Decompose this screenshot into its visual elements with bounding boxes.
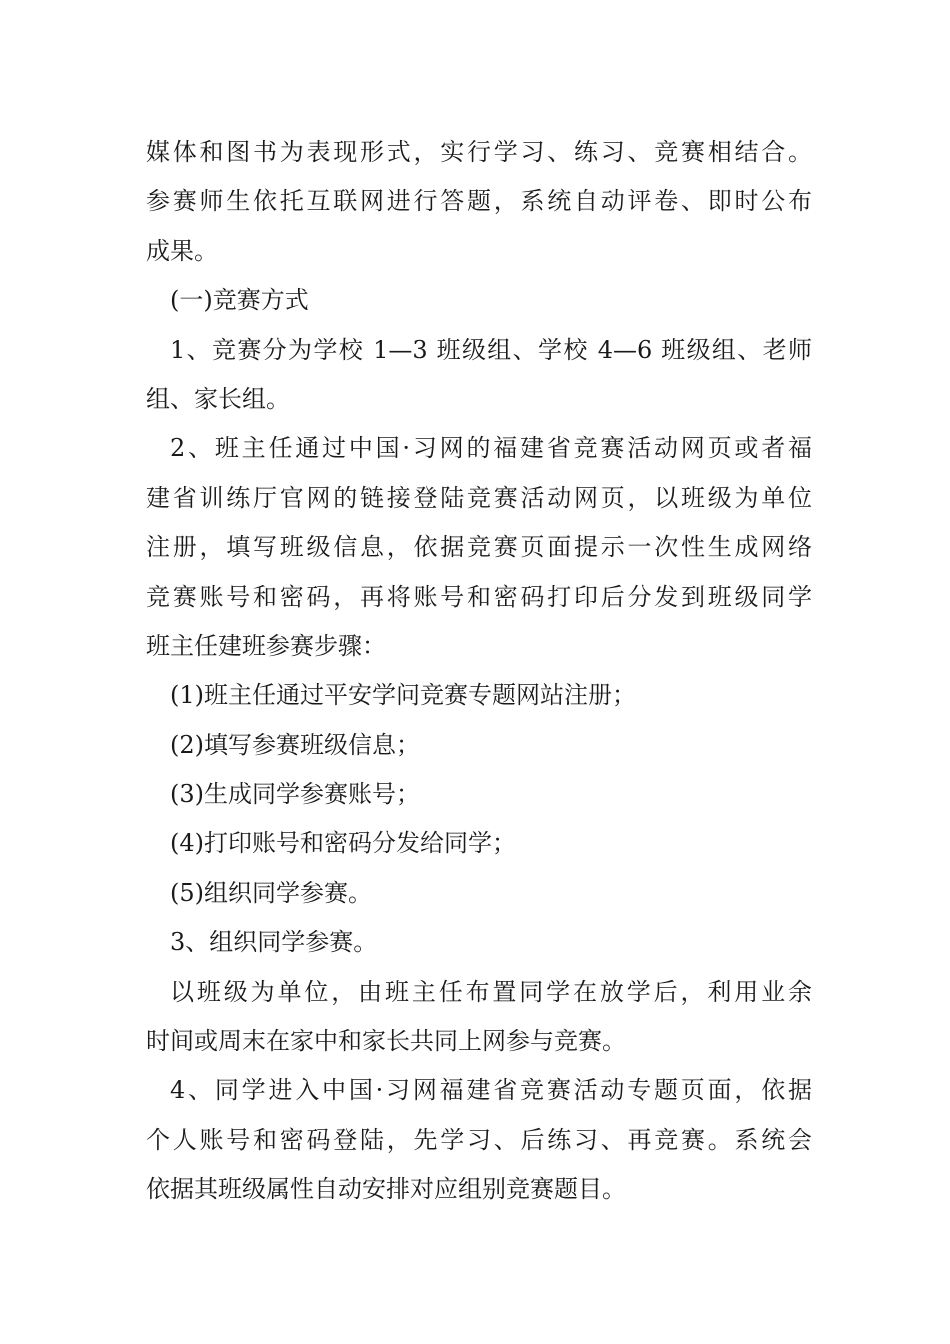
list-item: 1、竞赛分为学校 1—3 班级组、学校 4—6 班级组、老师 (170, 335, 812, 364)
step-item: (3)生成同学参赛账号； (170, 780, 420, 809)
body-line: 个人账号和密码登陆，先学习、后练习、再竞赛。系统会 (146, 1125, 812, 1154)
body-line: 参赛师生依托互联网进行答题，系统自动评卷、即时公布 (146, 187, 812, 216)
body-line: 以班级为单位，由班主任布置同学在放学后，利用业余 (170, 977, 812, 1006)
body-line: 依据其班级属性自动安排对应组别竞赛题目。 (146, 1175, 626, 1204)
step-item: (5)组织同学参赛。 (170, 878, 372, 907)
step-item: (4)打印账号和密码分发给同学； (170, 829, 516, 858)
step-item: (2)填写参赛班级信息； (170, 730, 420, 759)
step-item: (1)班主任通过平安学问竞赛专题网站注册； (170, 681, 636, 710)
list-item: 4、同学进入中国·习网福建省竞赛活动专题页面，依据 (170, 1076, 812, 1105)
body-line: 注册，填写班级信息，依据竞赛页面提示一次性生成网络 (146, 533, 812, 562)
document-body (146, 128, 812, 1215)
body-line: 班主任建班参赛步骤： (146, 631, 386, 660)
list-item: 2、班主任通过中国·习网的福建省竞赛活动网页或者福 (170, 434, 812, 463)
body-line: 媒体和图书为表现形式，实行学习、练习、竞赛相结合。 (146, 138, 812, 166)
body-line: 竞赛账号和密码，再将账号和密码打印后分发到班级同学 (146, 582, 812, 611)
body-line: 成果。 (146, 236, 218, 265)
body-line: 建省训练厅官网的链接登陆竞赛活动网页，以班级为单位 (146, 483, 812, 512)
section-heading: (一)竞赛方式 (170, 286, 309, 315)
body-line: 时间或周末在家中和家长共同上网参与竞赛。 (146, 1027, 626, 1056)
body-line: 组、家长组。 (146, 384, 290, 413)
list-item: 3、组织同学参赛。 (170, 928, 378, 957)
